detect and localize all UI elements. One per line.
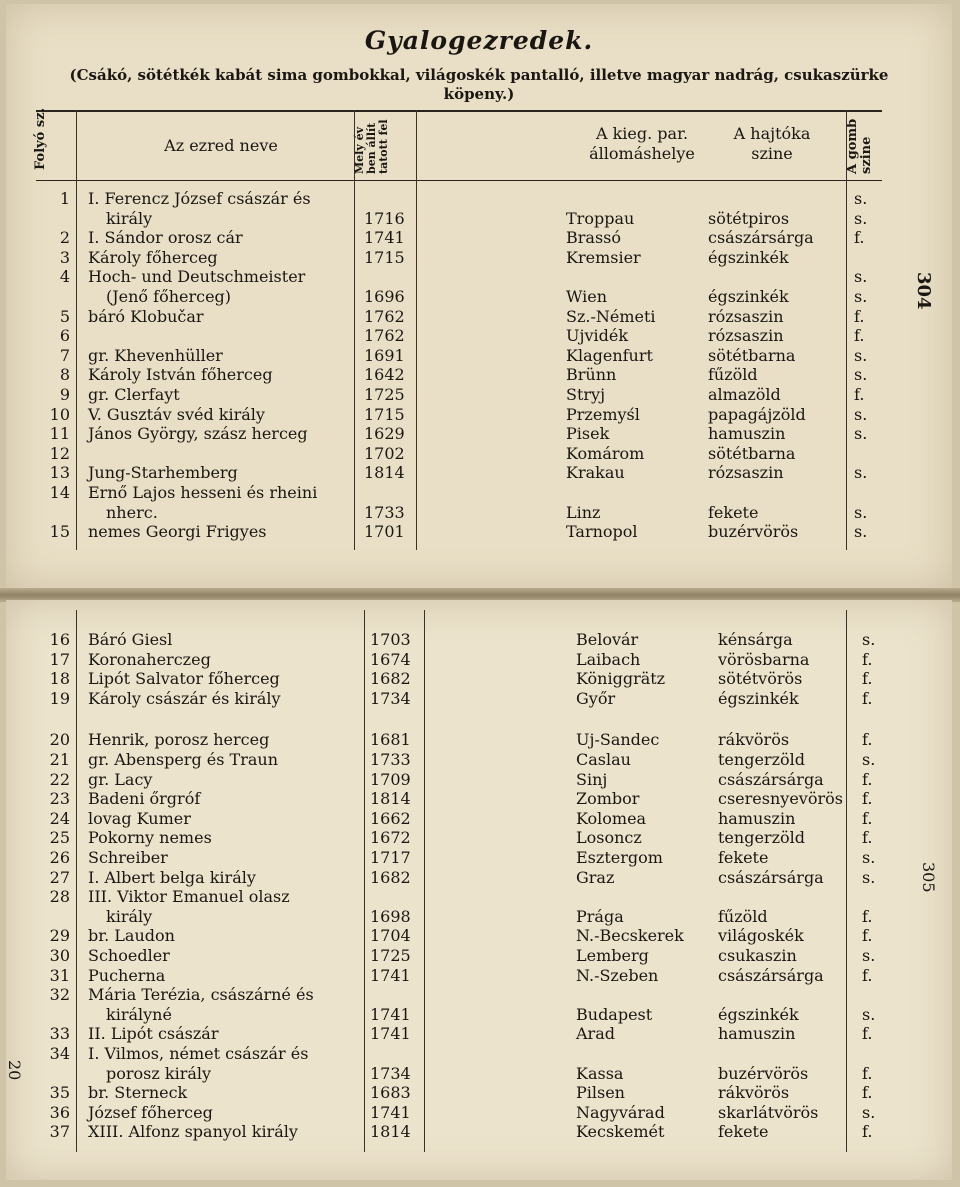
cell-facing: fekete bbox=[708, 502, 759, 522]
table-row bbox=[6, 1064, 952, 1084]
cell-name: Károly főherceg bbox=[88, 247, 218, 267]
cell-facing: cseresnyevörös bbox=[718, 789, 843, 809]
cell-button: f. bbox=[862, 669, 873, 689]
cell-no: 21 bbox=[49, 750, 70, 769]
cell-name: gr. Lacy bbox=[88, 769, 153, 789]
cell-button: f. bbox=[862, 926, 873, 946]
cell-facing: rákvörös bbox=[718, 730, 790, 750]
cell-year: 1733 bbox=[370, 750, 411, 769]
cell-facing: vörösbarna bbox=[718, 649, 810, 669]
cell-station: Caslau bbox=[576, 750, 631, 769]
cell-station: Wien bbox=[566, 287, 608, 306]
cell-button: s. bbox=[862, 630, 876, 649]
cell-station: Sz.-Németi bbox=[566, 306, 656, 326]
table-row bbox=[6, 522, 952, 542]
cell-station: Lemberg bbox=[576, 946, 649, 965]
cell-button: f. bbox=[862, 730, 873, 750]
cell-name: I. Albert belga király bbox=[88, 867, 256, 887]
cell-name: I. Ferencz József császár és bbox=[88, 189, 311, 208]
cell-facing: fekete bbox=[718, 1122, 769, 1142]
table-row bbox=[6, 1024, 952, 1044]
cell-no: 36 bbox=[49, 1102, 70, 1122]
cell-facing: sötétvörös bbox=[718, 669, 803, 689]
cell-name: királyné bbox=[106, 1004, 172, 1024]
cell-no: 3 bbox=[59, 247, 70, 267]
cell-station: Prága bbox=[576, 906, 624, 926]
table-row bbox=[6, 1122, 952, 1142]
cell-button: s. bbox=[854, 208, 868, 228]
cell-name: br. Sterneck bbox=[88, 1083, 188, 1103]
cell-station: Budapest bbox=[576, 1004, 653, 1024]
cell-facing: tengerzöld bbox=[718, 828, 805, 848]
table-row bbox=[6, 789, 952, 809]
cell-year: 1734 bbox=[370, 688, 411, 708]
table-row bbox=[6, 365, 952, 385]
table-row bbox=[6, 985, 952, 1005]
cell-year: 1715 bbox=[364, 404, 405, 424]
header-bottom-rule bbox=[36, 180, 882, 181]
cell-station: Stryj bbox=[566, 385, 606, 404]
cell-year: 1741 bbox=[364, 228, 405, 248]
cell-no: 4 bbox=[59, 267, 70, 287]
cell-station: N.-Szeben bbox=[576, 965, 659, 985]
cell-name: Schreiber bbox=[88, 848, 168, 867]
cell-no: 22 bbox=[49, 769, 70, 789]
cell-facing: fűzöld bbox=[708, 365, 758, 385]
cell-station: Pilsen bbox=[576, 1083, 625, 1103]
cell-button: s. bbox=[862, 1004, 876, 1024]
table-row bbox=[6, 248, 952, 268]
cell-no: 33 bbox=[49, 1024, 70, 1044]
table-row bbox=[6, 689, 952, 709]
cell-station: Klagenfurt bbox=[566, 345, 653, 365]
cell-name: gr. Abensperg és Traun bbox=[88, 750, 279, 769]
cell-no: 1 bbox=[59, 189, 70, 208]
cell-year: 1725 bbox=[364, 385, 405, 404]
cell-no: 5 bbox=[59, 306, 70, 326]
cell-year: 1696 bbox=[364, 287, 405, 306]
cell-button: s. bbox=[854, 404, 868, 424]
table-row bbox=[6, 326, 952, 346]
table-row bbox=[6, 750, 952, 770]
cell-facing: papagájzöld bbox=[708, 404, 806, 424]
cell-facing: császársárga bbox=[718, 769, 824, 789]
cell-facing: égszinkék bbox=[718, 688, 799, 708]
header-name: Az ezred neve bbox=[164, 136, 278, 155]
cell-station: Ujvidék bbox=[566, 326, 629, 346]
cell-no: 10 bbox=[49, 404, 70, 424]
cell-name: Károly császár és király bbox=[88, 688, 281, 708]
cell-no: 32 bbox=[49, 985, 70, 1005]
cell-year: 1733 bbox=[364, 502, 405, 522]
table-row bbox=[6, 287, 952, 307]
cell-year: 1709 bbox=[370, 769, 411, 789]
header-station: A kieg. par. állomáshelye bbox=[589, 124, 695, 163]
cell-name: nherc. bbox=[106, 502, 158, 522]
header-button: A gomb szine bbox=[845, 118, 874, 174]
page-number-304: 304 bbox=[913, 272, 934, 310]
cell-no: 20 bbox=[49, 730, 70, 750]
cell-station: Komárom bbox=[566, 443, 645, 463]
cell-facing: csukaszin bbox=[718, 946, 797, 965]
cell-name: III. Viktor Emanuel olasz bbox=[88, 887, 290, 907]
table-row bbox=[6, 189, 952, 209]
cell-no: 9 bbox=[59, 385, 70, 404]
cell-year: 1715 bbox=[364, 247, 405, 267]
table-row bbox=[6, 650, 952, 670]
cell-year: 1814 bbox=[364, 463, 405, 483]
cell-button: f. bbox=[862, 828, 873, 848]
cell-station: Nagyvárad bbox=[576, 1102, 665, 1122]
cell-name: Badeni őrgróf bbox=[88, 789, 201, 809]
cell-name: br. Laudon bbox=[88, 926, 175, 946]
cell-facing: égszinkék bbox=[708, 287, 789, 306]
page-number-305: 305 bbox=[919, 862, 938, 893]
cell-station: Kremsier bbox=[566, 247, 641, 267]
cell-button: s. bbox=[862, 946, 876, 965]
cell-station: Losoncz bbox=[576, 828, 642, 848]
cell-year: 1741 bbox=[370, 965, 411, 985]
cell-station: Pisek bbox=[566, 424, 610, 444]
cell-station: Troppau bbox=[566, 208, 635, 228]
table-row bbox=[6, 483, 952, 503]
cell-button: f. bbox=[854, 306, 865, 326]
cell-name: király bbox=[106, 208, 153, 228]
page-title: Gyalogezredek. bbox=[364, 26, 594, 55]
header-year: Mely év ben állít tatott fel bbox=[353, 119, 390, 174]
cell-facing: buzérvörös bbox=[708, 522, 799, 542]
cell-facing: kénsárga bbox=[718, 630, 793, 649]
cell-facing: császársárga bbox=[708, 228, 814, 248]
table-row bbox=[6, 966, 952, 986]
cell-button: f. bbox=[854, 228, 865, 248]
cell-facing: rózsaszin bbox=[708, 306, 784, 326]
cell-name: I. Vilmos, német császár és bbox=[88, 1044, 309, 1063]
cell-name: Jung-Starhemberg bbox=[88, 463, 238, 483]
cell-station: Zombor bbox=[576, 789, 640, 809]
table-row bbox=[6, 1005, 952, 1025]
cell-year: 1681 bbox=[370, 730, 411, 750]
cell-facing: almazöld bbox=[708, 385, 781, 404]
lower-page bbox=[6, 600, 952, 1180]
table-row bbox=[6, 385, 952, 405]
cell-year: 1682 bbox=[370, 669, 411, 689]
cell-button: f. bbox=[862, 1063, 873, 1083]
cell-button: f. bbox=[862, 789, 873, 809]
cell-year: 1682 bbox=[370, 867, 411, 887]
cell-facing: buzérvörös bbox=[718, 1063, 809, 1083]
cell-button: s. bbox=[862, 867, 876, 887]
cell-button: s. bbox=[854, 287, 868, 306]
cell-button: s. bbox=[854, 365, 868, 385]
cell-button: s. bbox=[854, 522, 868, 542]
cell-no: 11 bbox=[49, 424, 70, 444]
cell-station: Belovár bbox=[576, 630, 639, 649]
cell-year: 1662 bbox=[370, 808, 411, 828]
cell-year: 1703 bbox=[370, 630, 411, 649]
cell-name: nemes Georgi Frigyes bbox=[88, 522, 267, 542]
cell-station: Königgrätz bbox=[576, 669, 666, 689]
cell-year: 1674 bbox=[370, 649, 411, 669]
cell-name: V. Gusztáv svéd király bbox=[88, 404, 265, 424]
cell-name: Schoedler bbox=[88, 946, 170, 965]
cell-year: 1691 bbox=[364, 345, 405, 365]
cell-button: s. bbox=[854, 502, 868, 522]
cell-name: porosz király bbox=[106, 1063, 212, 1083]
cell-facing: sötétpiros bbox=[708, 208, 790, 228]
header-facing: A hajtóka szine bbox=[733, 124, 811, 163]
cell-station: Tarnopol bbox=[566, 522, 638, 542]
cell-year: 1704 bbox=[370, 926, 411, 946]
cell-button: s. bbox=[862, 1102, 876, 1122]
cell-year: 1741 bbox=[370, 1004, 411, 1024]
cell-year: 1701 bbox=[364, 522, 405, 542]
table-row bbox=[6, 630, 952, 650]
cell-year: 1702 bbox=[364, 443, 405, 463]
table-row bbox=[6, 1044, 952, 1064]
cell-year: 1717 bbox=[370, 848, 411, 867]
cell-no: 16 bbox=[49, 630, 70, 649]
cell-facing: rózsaszin bbox=[708, 326, 784, 346]
cell-station: Sinj bbox=[576, 769, 608, 789]
cell-facing: császársárga bbox=[718, 867, 824, 887]
cell-facing: fűzöld bbox=[718, 906, 768, 926]
cell-name: Hoch- und Deutschmeister bbox=[88, 267, 306, 287]
cell-year: 1734 bbox=[370, 1063, 411, 1083]
cell-button: s. bbox=[854, 345, 868, 365]
table-row bbox=[6, 809, 952, 829]
cell-no: 8 bbox=[59, 365, 70, 385]
page-number-20: 20 bbox=[5, 1060, 24, 1081]
cell-name: Lipót Salvator főherceg bbox=[88, 669, 280, 689]
cell-year: 1642 bbox=[364, 365, 405, 385]
cell-station: Arad bbox=[576, 1024, 615, 1044]
cell-button: f. bbox=[854, 385, 865, 404]
table-row bbox=[6, 868, 952, 888]
cell-no: 34 bbox=[49, 1044, 70, 1063]
upper-page bbox=[6, 4, 952, 590]
cell-year: 1814 bbox=[370, 789, 411, 809]
table-row bbox=[6, 228, 952, 248]
cell-name: Károly István főherceg bbox=[88, 365, 273, 385]
cell-name: Ernő Lajos hesseni és rheini bbox=[88, 483, 318, 502]
cell-facing: skarlátvörös bbox=[718, 1102, 819, 1122]
cell-facing: hamuszin bbox=[708, 424, 786, 444]
cell-station: Linz bbox=[566, 502, 601, 522]
cell-facing: fekete bbox=[718, 848, 769, 867]
cell-year: 1629 bbox=[364, 424, 405, 444]
cell-button: f. bbox=[862, 1083, 873, 1103]
cell-button: s. bbox=[854, 267, 868, 287]
cell-no: 19 bbox=[49, 688, 70, 708]
table-row bbox=[6, 1103, 952, 1123]
cell-facing: sötétbarna bbox=[708, 345, 796, 365]
cell-button: f. bbox=[862, 906, 873, 926]
cell-no: 6 bbox=[59, 326, 70, 346]
cell-button: f. bbox=[862, 1122, 873, 1142]
cell-no: 25 bbox=[49, 828, 70, 848]
cell-year: 1725 bbox=[370, 946, 411, 965]
cell-facing: hamuszin bbox=[718, 808, 796, 828]
table-row bbox=[6, 346, 952, 366]
table-row bbox=[6, 267, 952, 287]
cell-name: I. Sándor orosz cár bbox=[88, 228, 243, 248]
cell-name: Mária Terézia, császárné és bbox=[88, 985, 314, 1005]
table-row bbox=[6, 848, 952, 868]
cell-no: 26 bbox=[49, 848, 70, 867]
cell-name: báró Klobučar bbox=[88, 306, 204, 326]
cell-year: 1672 bbox=[370, 828, 411, 848]
cell-year: 1762 bbox=[364, 306, 405, 326]
cell-no: 35 bbox=[49, 1083, 70, 1103]
cell-facing: rózsaszin bbox=[708, 463, 784, 483]
cell-station: Graz bbox=[576, 867, 615, 887]
header-no: Folyó sz. bbox=[33, 107, 48, 170]
cell-button: f. bbox=[862, 808, 873, 828]
cell-button: s. bbox=[862, 750, 876, 769]
cell-year: 1814 bbox=[370, 1122, 411, 1142]
cell-name: (Jenő főherceg) bbox=[106, 287, 232, 306]
cell-no: 28 bbox=[49, 887, 70, 907]
table-row bbox=[6, 405, 952, 425]
cell-station: Brünn bbox=[566, 365, 617, 385]
cell-facing: császársárga bbox=[718, 965, 824, 985]
cell-year: 1683 bbox=[370, 1083, 411, 1103]
cell-name: II. Lipót császár bbox=[88, 1024, 219, 1044]
cell-button: f. bbox=[862, 688, 873, 708]
cell-station: Przemyśl bbox=[566, 404, 640, 424]
cell-name: Henrik, porosz herceg bbox=[88, 730, 270, 750]
table-row bbox=[6, 444, 952, 464]
cell-year: 1716 bbox=[364, 208, 405, 228]
cell-no: 2 bbox=[59, 228, 70, 248]
table-row bbox=[6, 926, 952, 946]
cell-facing: rákvörös bbox=[718, 1083, 790, 1103]
table-row bbox=[6, 770, 952, 790]
table-row bbox=[6, 209, 952, 229]
table-row bbox=[6, 424, 952, 444]
cell-year: 1762 bbox=[364, 326, 405, 346]
table-row bbox=[6, 503, 952, 523]
cell-button: f. bbox=[862, 1024, 873, 1044]
cell-station: Brassó bbox=[566, 228, 621, 248]
table-row bbox=[6, 730, 952, 750]
cell-no: 23 bbox=[49, 789, 70, 809]
cell-station: Uj-Sandec bbox=[576, 730, 660, 750]
cell-button: f. bbox=[862, 769, 873, 789]
cell-facing: világoskék bbox=[718, 926, 804, 946]
cell-station: Kecskemét bbox=[576, 1122, 665, 1142]
cell-name: József főherceg bbox=[88, 1102, 213, 1122]
cell-no: 17 bbox=[49, 649, 70, 669]
cell-no: 31 bbox=[49, 965, 70, 985]
cell-button: s. bbox=[854, 463, 868, 483]
cell-no: 15 bbox=[49, 522, 70, 542]
cell-station: Esztergom bbox=[576, 848, 663, 867]
cell-no: 30 bbox=[49, 946, 70, 965]
cell-facing: tengerzöld bbox=[718, 750, 805, 769]
cell-no: 13 bbox=[49, 463, 70, 483]
cell-button: f. bbox=[862, 965, 873, 985]
cell-name: Pucherna bbox=[88, 965, 166, 985]
cell-year: 1741 bbox=[370, 1102, 411, 1122]
cell-facing: hamuszin bbox=[718, 1024, 796, 1044]
cell-facing: égszinkék bbox=[718, 1004, 799, 1024]
cell-button: f. bbox=[854, 326, 865, 346]
table-row bbox=[6, 669, 952, 689]
cell-station: Kolomea bbox=[576, 808, 647, 828]
cell-button: f. bbox=[862, 649, 873, 669]
cell-facing: sötétbarna bbox=[708, 443, 796, 463]
cell-facing: égszinkék bbox=[708, 247, 789, 267]
cell-no: 12 bbox=[49, 443, 70, 463]
cell-no: 37 bbox=[49, 1122, 70, 1142]
cell-year: 1698 bbox=[370, 906, 411, 926]
cell-button: s. bbox=[854, 424, 868, 444]
cell-button: s. bbox=[862, 848, 876, 867]
cell-station: N.-Becskerek bbox=[576, 926, 684, 946]
cell-no: 29 bbox=[49, 926, 70, 946]
cell-name: király bbox=[106, 906, 153, 926]
page-subtitle: (Csákó, sötétkék kabát sima gombokkal, világoskék pantalló, illetve magyar nadrág, csukaszürke köpeny.) bbox=[69, 66, 889, 103]
cell-name: gr. Clerfayt bbox=[88, 385, 180, 404]
cell-year: 1741 bbox=[370, 1024, 411, 1044]
cell-no: 7 bbox=[59, 345, 70, 365]
cell-name: XIII. Alfonz spanyol király bbox=[88, 1122, 298, 1142]
table-row bbox=[6, 463, 952, 483]
table-row bbox=[6, 828, 952, 848]
cell-no: 18 bbox=[49, 669, 70, 689]
cell-no: 24 bbox=[49, 808, 70, 828]
table-row bbox=[6, 907, 952, 927]
cell-name: Pokorny nemes bbox=[88, 828, 212, 848]
table-row bbox=[6, 1083, 952, 1103]
table-row bbox=[6, 887, 952, 907]
cell-name: lovag Kumer bbox=[88, 808, 191, 828]
cell-station: Kassa bbox=[576, 1063, 624, 1083]
cell-name: gr. Khevenhüller bbox=[88, 345, 223, 365]
cell-no: 14 bbox=[49, 483, 70, 502]
cell-no: 27 bbox=[49, 867, 70, 887]
cell-button: s. bbox=[854, 189, 868, 208]
cell-name: János György, szász herceg bbox=[88, 424, 308, 444]
cell-station: Győr bbox=[576, 688, 616, 708]
cell-station: Krakau bbox=[566, 463, 625, 483]
cell-name: Koronaherczeg bbox=[88, 649, 211, 669]
table-row bbox=[6, 946, 952, 966]
cell-name: Báró Giesl bbox=[88, 630, 173, 649]
header-top-rule bbox=[36, 110, 882, 112]
table-row bbox=[6, 307, 952, 327]
cell-station: Laibach bbox=[576, 649, 641, 669]
